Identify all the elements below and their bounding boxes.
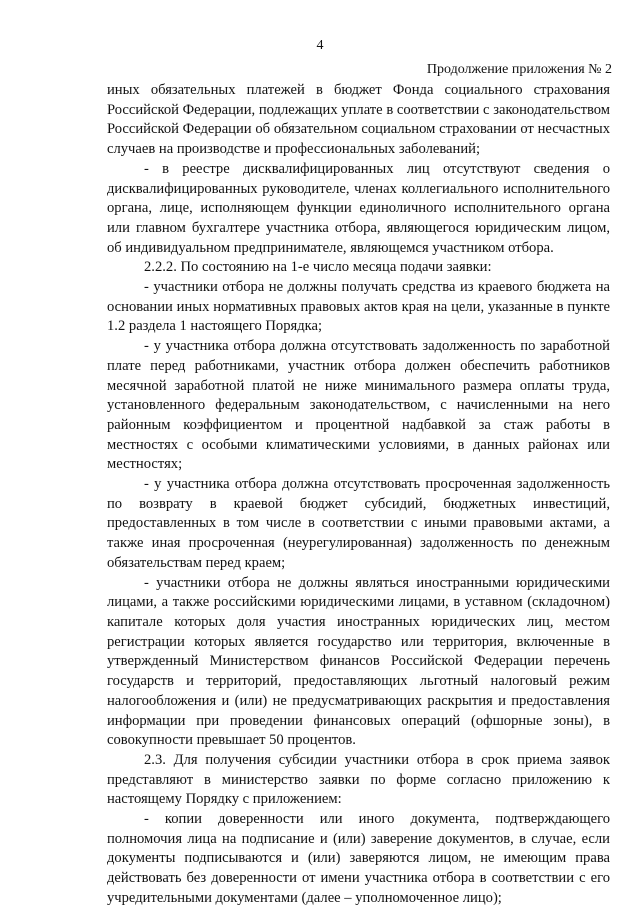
- page-number: 4: [316, 38, 324, 53]
- paragraph-9: - копии доверенности или иного документа, подтверждающего полномочия лица на подписание и (или) заверение документов, в случае, если документы подписываются и (или) заверяются лицом, не имеющим права действовать без доверенности от имени участника отбора в соответствии с его учредительными документами (далее – уполномоченное лицо);: [107, 811, 610, 906]
- appendix-note: Продолжение приложения № 2: [426, 62, 612, 77]
- paragraph-7: - участники отбора не должны являться иностранными юридическими лицами, а также российскими юридическими лицами, в уставном (складочном) капитале которых доля участия иностранных юридических лиц, местом регистрации которых является государство или территория, включенные в утвержденный Министерством финансов Российской Федерации перечень государств и территорий, предоставляющих льготный налоговый режим налогообложения и (или) не предусматривающих раскрытия и предоставления информации при проведении финансовых операций (офшорные зоны), в совокупности превышает 50 процентов.: [107, 574, 610, 749]
- document-body: [107, 81, 610, 909]
- paragraph-1: иных обязательных платежей в бюджет Фонда социального страхования Российской Федерации, подлежащих уплате в соответствии с законодательством Российской Федерации об обязательном социальном страховании от несчастных случаев на производстве и профессиональных заболеваний;: [107, 82, 610, 158]
- paragraph-6: - у участника отбора должна отсутствовать просроченная задолженность по возврату в краевой бюджет субсидий, бюджетных инвестиций, предоставленных в том числе в соответствии с иными правовыми актами, а также иная просроченная (неурегулированная) задолженность по денежным обязательствам перед краем;: [107, 476, 610, 571]
- paragraph-3: 2.2.2. По состоянию на 1-е число месяца подачи заявки:: [144, 259, 492, 276]
- paragraph-4: - участники отбора не должны получать средства из краевого бюджета на основании иных нормативных правовых актов края на цели, указанные в пункте 1.2 раздела 1 настоящего Порядка;: [107, 279, 610, 335]
- paragraph-8: 2.3. Для получения субсидии участники отбора в срок приема заявок представляют в министерство заявки по форме согласно приложению к настоящему Порядку с приложением:: [107, 751, 610, 808]
- paragraph-2: - в реестре дисквалифицированных лиц отсутствуют сведения о дисквалифицированных руководителе, членах коллегиального исполнительного органа, лице, исполняющем функции единоличного исполнительного органа или главном бухгалтере участника отбора, являющегося юридическим лицом, об индивидуальном предпринимателе, являющемся участником отбора.: [107, 160, 610, 256]
- paragraph-5: - у участника отбора должна отсутствовать задолженность по заработной плате перед работниками, участник отбора должен обеспечить работников месячной заработной платой не ниже минимального размера оплаты труда, установленного федеральным законодательством, с начисленными на него районным коэффициентом и процентной надбавкой за стаж работы в местностях с особыми климатическими условиями, в данных районах или местностях;: [107, 338, 610, 473]
